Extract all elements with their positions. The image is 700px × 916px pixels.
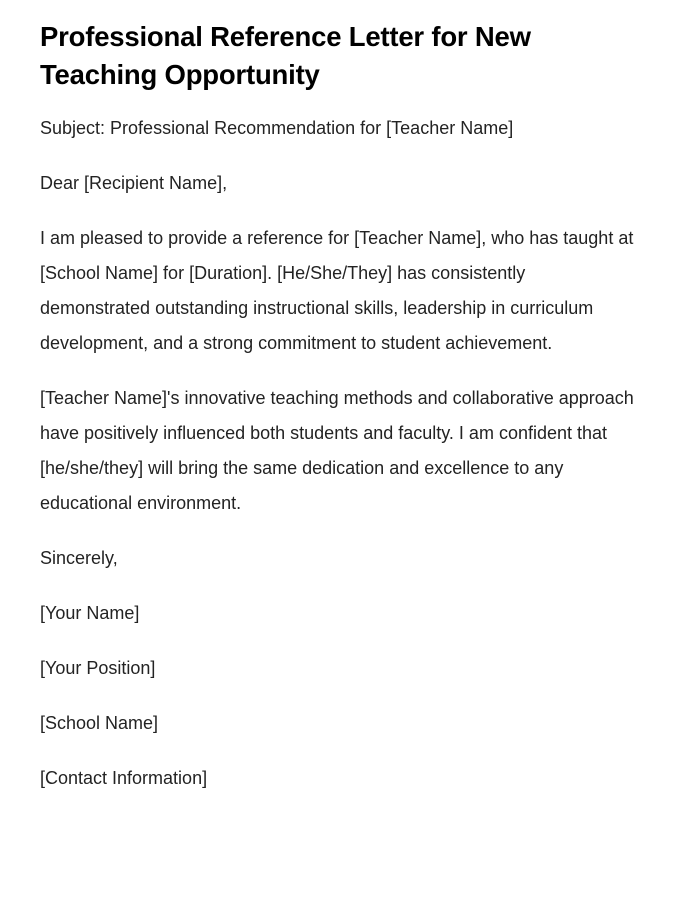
body-paragraph-1: I am pleased to provide a reference for [Teacher Name], who has taught at [School Name] for [Duration]. [He/She/They] has consistently demonstrated outstanding instructional skills, leadership in curriculum development, and a strong commitment to student achievement.	[40, 228, 634, 353]
page-title: Professional Reference Letter for New Teaching Opportunity	[40, 21, 531, 90]
body-paragraph-2: [Teacher Name]'s innovative teaching methods and collaborative approach have positively influenced both students and faculty. I am confident that [he/she/they] will bring the same dedication and excellence to any educational environment.	[40, 388, 634, 513]
signature-contact: [Contact Information]	[40, 768, 208, 788]
signature-name: [Your Name]	[40, 603, 140, 623]
subject-line: Subject: Professional Recommendation for [Teacher Name]	[40, 118, 514, 138]
signature-position: [Your Position]	[40, 658, 156, 678]
salutation: Dear [Recipient Name],	[40, 173, 228, 193]
signature-school: [School Name]	[40, 713, 159, 733]
closing: Sincerely,	[40, 548, 118, 568]
